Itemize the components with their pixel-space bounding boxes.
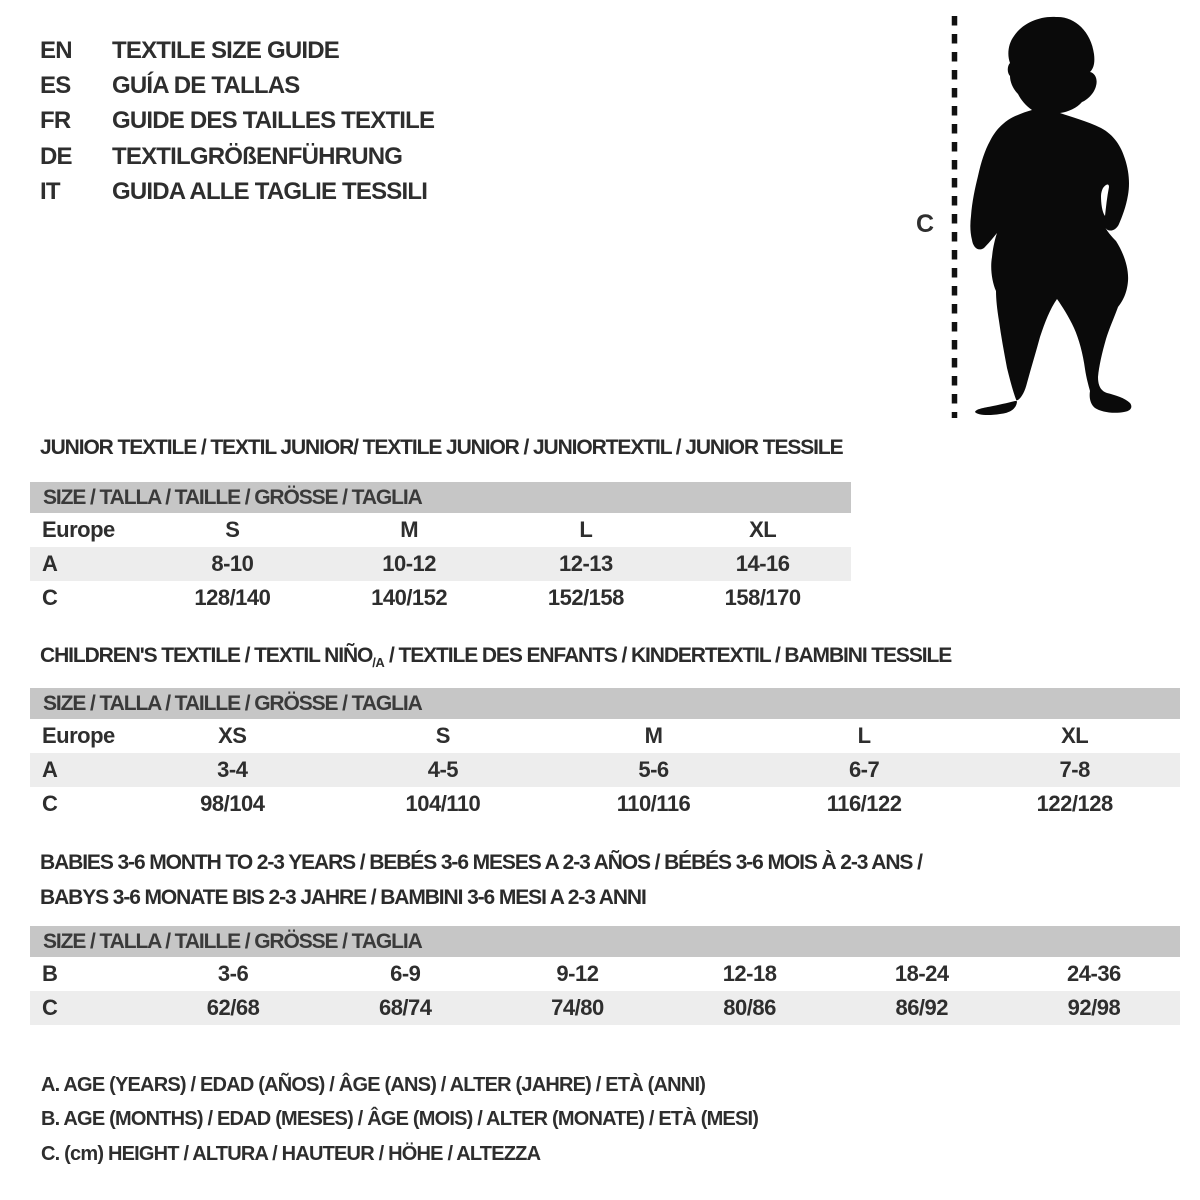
size-cell: 98/104: [200, 791, 265, 816]
size-cell: 7-8: [1059, 757, 1090, 782]
size-header-bar: SIZE / TALLA / TAILLE / GRÖSSE / TAGLIA: [30, 688, 1180, 719]
size-header-bar: SIZE / TALLA / TAILLE / GRÖSSE / TAGLIA: [30, 482, 851, 513]
size-header-bar: SIZE / TALLA / TAILLE / GRÖSSE / TAGLIA: [30, 926, 1180, 957]
row-label: Europe: [42, 723, 115, 748]
table-row-europe: [30, 513, 851, 547]
size-cell: 158/170: [724, 585, 801, 610]
toddler-silhouette-shape: [970, 17, 1131, 415]
language-code: IT: [40, 177, 60, 205]
size-cell: 18-24: [894, 961, 949, 986]
language-label: GUÍA DE TALLAS: [112, 71, 300, 99]
size-cell: 152/158: [547, 585, 624, 610]
size-cell: 5-6: [638, 757, 669, 782]
children-size-table: [30, 688, 1180, 821]
language-row: [40, 33, 434, 68]
size-cell: L: [857, 723, 871, 748]
size-cell: 68/74: [378, 995, 432, 1020]
language-code: EN: [40, 36, 72, 64]
legend-line-age-months: B. AGE (MONTHS) / EDAD (MESES) / ÂGE (MOIS) / ALTER (MONATE) / ETÀ (MESI): [41, 1108, 759, 1131]
size-cell: 74/80: [551, 995, 604, 1020]
size-cell: 9-12: [556, 961, 599, 986]
language-code: DE: [40, 142, 72, 170]
table-row-age: [30, 547, 851, 581]
junior-section-title: JUNIOR TEXTILE / TEXTIL JUNIOR/ TEXTILE JUNIOR / JUNIORTEXTIL / JUNIOR TESSILE: [40, 436, 843, 459]
size-cell: 116/122: [826, 791, 902, 816]
size-cell: XL: [1061, 723, 1089, 748]
junior-size-table: [30, 482, 851, 615]
size-cell: 122/128: [1036, 791, 1113, 816]
language-label: TEXTILGRÖßENFÜHRUNG: [112, 142, 403, 170]
size-cell: L: [579, 517, 593, 542]
size-cell: 3-4: [217, 757, 248, 782]
size-cell: 110/116: [616, 791, 691, 816]
size-cell: S: [435, 723, 450, 748]
size-cell: 14-16: [735, 551, 790, 576]
table-row-height: [30, 991, 1180, 1025]
size-cell: 140/152: [371, 585, 448, 610]
language-code: ES: [40, 71, 71, 99]
legend-line-height: C. (cm) HEIGHT / ALTURA / HAUTEUR / HÖHE / ALTEZZA: [41, 1142, 541, 1165]
row-label: A: [42, 551, 58, 576]
size-cell: 4-5: [427, 757, 459, 782]
language-row: [40, 174, 434, 209]
size-cell: 104/110: [405, 791, 481, 816]
size-cell: 80/86: [723, 995, 776, 1020]
row-label: C: [42, 791, 58, 816]
children-title-suffix: / TEXTILE DES ENFANTS / KINDERTEXTIL / BAMBINI TESSILE: [384, 644, 952, 667]
language-row: [40, 68, 434, 103]
children-title-subscript: /A: [372, 655, 385, 670]
children-title-prefix: CHILDREN'S TEXTILE / TEXTIL NIÑO: [40, 644, 373, 667]
height-measure-label: C: [916, 210, 935, 238]
language-list: [40, 33, 434, 209]
language-label: GUIDA ALLE TAGLIE TESSILI: [112, 177, 428, 205]
size-cell: 10-12: [382, 551, 437, 576]
babies-section-title-line2: BABYS 3-6 MONATE BIS 2-3 JAHRE / BAMBINI 3-6 MESI A 2-3 ANNI: [40, 886, 646, 909]
size-cell: M: [400, 517, 419, 542]
row-label: Europe: [42, 517, 115, 542]
size-cell: 86/92: [895, 995, 949, 1020]
row-label: A: [42, 757, 58, 782]
language-label: TEXTILE SIZE GUIDE: [112, 36, 339, 64]
table-row-europe: [30, 719, 1180, 753]
row-label: C: [42, 995, 58, 1020]
legend: [41, 1068, 758, 1172]
size-cell: XL: [749, 517, 777, 542]
size-cell: 12-13: [558, 551, 613, 576]
size-cell: 6-9: [390, 961, 421, 986]
table-row-height: [30, 787, 1180, 821]
babies-size-table: [30, 926, 1180, 1025]
size-cell: XS: [218, 723, 247, 748]
language-row: [40, 139, 434, 174]
size-cell: 24-36: [1067, 961, 1121, 986]
row-label: C: [42, 585, 58, 610]
size-cell: 8-10: [211, 551, 254, 576]
language-row: [40, 104, 434, 139]
language-label: GUIDE DES TAILLES TEXTILE: [112, 107, 435, 135]
size-cell: 6-7: [848, 757, 880, 782]
size-cell: 3-6: [217, 961, 249, 986]
language-code: FR: [40, 107, 71, 135]
table-row-height: [30, 581, 851, 615]
size-cell: 128/140: [194, 585, 271, 610]
size-cell: S: [225, 517, 240, 542]
children-section-title: [40, 644, 951, 670]
row-label: B: [42, 961, 58, 986]
table-row-months: [30, 957, 1180, 991]
toddler-silhouette: [945, 0, 1200, 440]
babies-section-title-line1: BABIES 3-6 MONTH TO 2-3 YEARS / BEBÉS 3-6 MESES A 2-3 AÑOS / BÉBÉS 3-6 MOIS À 2-3 ANS /: [40, 851, 922, 874]
size-cell: 12-18: [722, 961, 777, 986]
legend-line-age-years: A. AGE (YEARS) / EDAD (AÑOS) / ÂGE (ANS) / ALTER (JAHRE) / ETÀ (ANNI): [41, 1073, 706, 1096]
size-cell: M: [644, 723, 663, 748]
table-row-age: [30, 753, 1180, 787]
size-cell: 92/98: [1067, 995, 1121, 1020]
size-cell: 62/68: [206, 995, 260, 1020]
